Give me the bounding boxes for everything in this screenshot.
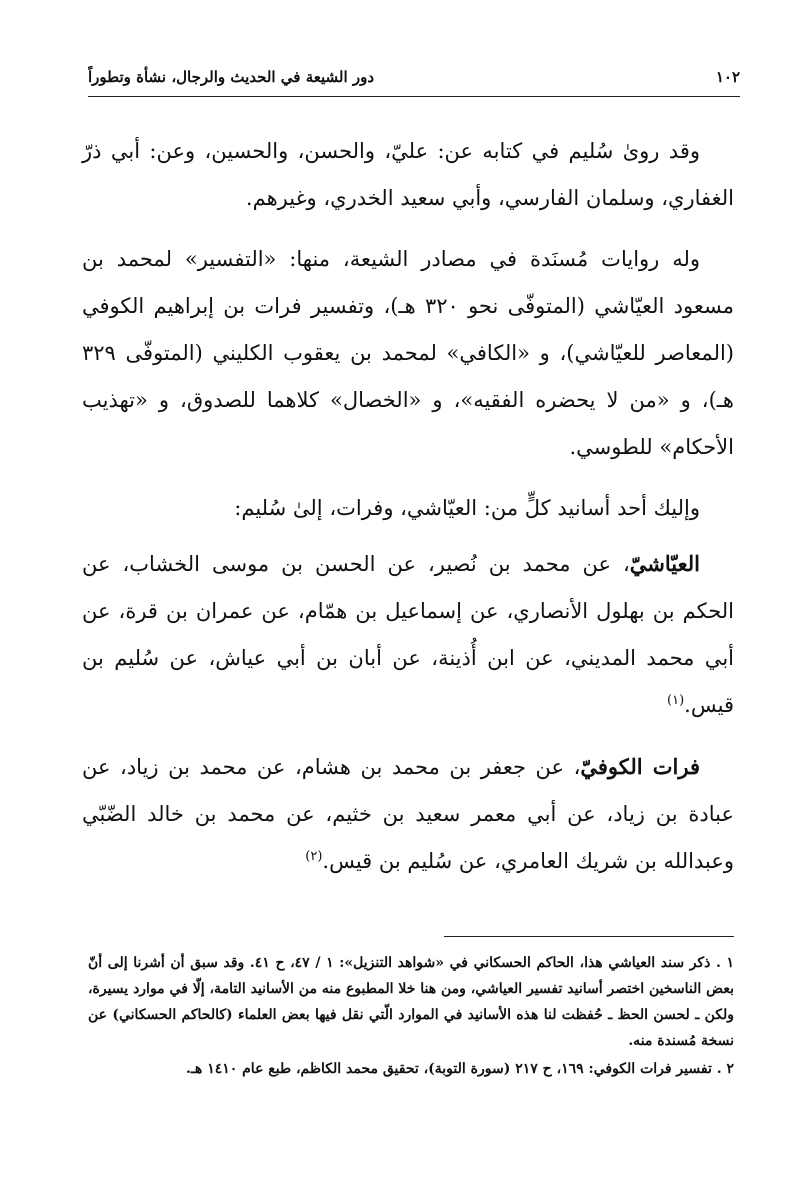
chain-text-ayyashi: ، عن محمد بن نُصير، عن الحسن بن موسى الخشاب، عن الحكم بن بهلول الأنصاري، عن إسماعيل بن همّام، عن عمران بن قرة، عن أبي محمد المديني، عن ابن أُذينة، عن أبان بن أبي عياش، عن سُليم بن قيس.: [82, 552, 734, 717]
chain-text-furat: ، عن جعفر بن محمد بن هشام، عن محمد بن زياد، عن عبادة بن زياد، عن أبي معمر سعيد بن خثيم، عن محمد بن خالد الضّبّي وعبدالله بن شريك العامري، عن سُليم بن قيس.: [82, 755, 734, 873]
page-header: [88, 62, 740, 92]
paragraph-sources: وله روايات مُسنَدة في مصادر الشيعة، منها: «التفسير» لمحمد بن مسعود العيّاشي (المتوفّى نحو ٣٢٠ هـ)، وتفسير فرات بن إبراهيم الكوفي (المعاصر للعيّاشي)، و «الكافي» لمحمد بن يعقوب الكليني (المتوفّى ٣٢٩ هـ)، و «من لا يحضره الفقيه»، و «الخصال» كلاهما للصدوق، و «تهذيب الأحكام» للطوسي.: [82, 247, 734, 459]
footnote-rule: [444, 936, 734, 937]
chain-name-ayyashi: العيّاشيّ: [629, 551, 700, 576]
header-rule: [88, 96, 740, 97]
footnote-ref-2[interactable]: (٢): [305, 849, 323, 864]
footnote-1: ١ . ذكر سند العياشي هذا، الحاكم الحسكاني في «شواهد التنزيل»: ١ / ٤٧، ح ٤١. وقد سبق أن أشرنا إلى أنّ بعض الناسخين اختصر أسانيد تفسير العياشي، ومن هنا خلا المطبوع منه من الأسانيد التامة، إلّا في موارد يسيرة، ولكن ـ لحسن الحظ ـ حُفظت لنا هذه الأسانيد في الموارد الّتي نقل فيها بعض العلماء (كالحاكم الحسكاني) عن نسخة مُسندة منه.: [88, 955, 734, 1049]
paragraph-chains-intro: وإليك أحد أسانيد كلٍّ من: العيّاشي، وفرات، إلىٰ سُليم:: [234, 496, 700, 520]
page-number: ١٠٢: [715, 68, 740, 86]
running-title: دور الشيعة في الحديث والرجال، نشأة وتطوراً: [88, 68, 375, 86]
chain-name-furat: فرات الكوفيّ: [580, 754, 700, 779]
footnotes: [88, 950, 734, 1084]
main-text: [82, 128, 734, 899]
paragraph-furat-chain: [82, 743, 734, 885]
paragraph-narrations: وقد روىٰ سُليم في كتابه عن: عليّ، والحسن، والحسين، وعن: أبي ذرّ الغفاري، وسلمان الفارسي، وأبي سعيد الخدري، وغيرهم.: [82, 139, 734, 210]
footnote-ref-1[interactable]: (١): [667, 693, 685, 708]
paragraph-ayyashi-chain: [82, 540, 734, 729]
footnote-2: ٢ . تفسير فرات الكوفي: ١٦٩، ح ٢١٧ (سورة التوبة)، تحقيق محمد الكاظم، طبع عام ١٤١٠ هـ.: [185, 1061, 734, 1077]
